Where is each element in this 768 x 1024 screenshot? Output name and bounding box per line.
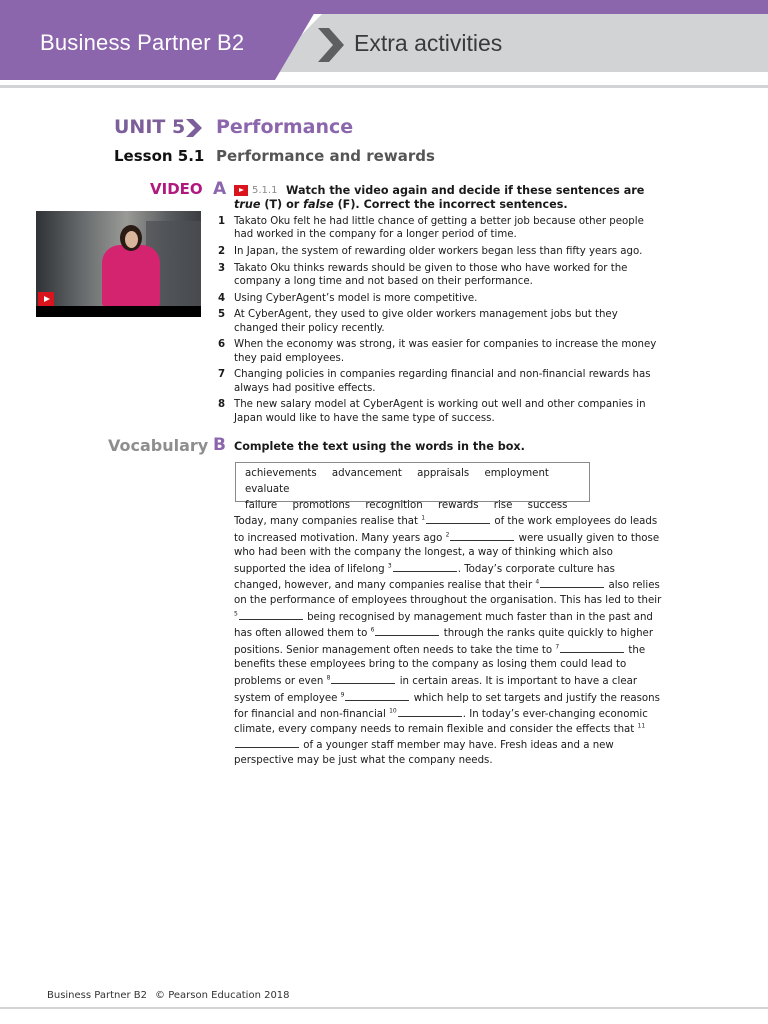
footer-divider <box>0 1007 768 1009</box>
unit-title: Performance <box>216 116 354 138</box>
footer-brand: Business Partner B2 <box>47 990 148 1001</box>
page-footer <box>47 990 298 1001</box>
list-item: 3 Takato Oku thinks rewards should be given to those who have worked for the company a long time and not based on their performance. <box>218 262 628 287</box>
gap-blank[interactable] <box>345 690 409 701</box>
gap-blank[interactable] <box>560 642 624 653</box>
play-icon[interactable] <box>38 292 54 306</box>
activity-tag-vocabulary: Vocabulary <box>108 436 209 455</box>
chevron-right-icon <box>318 28 344 62</box>
list-item: 4 Using CyberAgent’s model is more competitive. <box>218 292 478 304</box>
word-item: rise <box>493 500 513 511</box>
word-item: recognition <box>365 500 423 511</box>
word-item: rewards <box>437 500 479 511</box>
word-item: appraisals <box>417 468 470 479</box>
gap-blank[interactable] <box>426 513 490 524</box>
section-title: Extra activities <box>354 30 503 56</box>
list-item: 6 When the economy was strong, it was easier for companies to increase the money they paid employees. <box>218 339 657 364</box>
brand-title: Business Partner B2 <box>40 30 245 55</box>
video-code: 5.1.1 <box>252 185 278 196</box>
list-item: 5 At CyberAgent, they used to give older workers management jobs but they changed their policy recently. <box>218 309 618 334</box>
sentence-list <box>218 215 658 428</box>
activity-a-instruction: Watch the video again and decide if these sentences are true (T) or false (F). Correct the incorrect sentences. <box>234 184 645 211</box>
word-item: promotions <box>292 500 351 511</box>
word-item: evaluate <box>245 484 290 495</box>
gap-blank[interactable] <box>235 737 299 748</box>
list-item: 2 In Japan, the system of rewarding older workers began less than fifty years ago. <box>218 246 643 257</box>
lesson-label: Lesson 5.1 <box>114 147 205 165</box>
chevron-right-icon <box>186 119 202 137</box>
gap-fill-passage: Today, many companies realise that $^1$ of the work employees do leads to increased motivation. Many years ago $^2$ were usually given to those who had been with the company the longest, a way of thinking which also supported the idea of lifelong $^3$ . Today’s corporate culture has changed, however, and many companies realise that their $^4$ also relies on the performance of employees throughout the organisation. This has led to their $^5$ being recognised by management much faster than in the past and has often allowed them to $^6$ through the ranks quite quickly to higher positions. Senior management often needs to take the time to $^7$ the benefits these employees bring to the company as losing them could lead to problems or even $^8$ in certain areas. It is important to have a clear system of employee $^9$ which help to set targets and justify the reasons for financial and non-financial $^{10}$ . In today’s ever-changing economic climate, every company needs to remain flexible and consider the effects that $^{11}$ of a younger staff member may have. Fresh ideas and a new perspective may be just what the company needs. <box>234 514 662 766</box>
activity-tag-video: VIDEO <box>150 180 203 198</box>
word-item: failure <box>245 500 278 511</box>
list-item: 1 Takato Oku felt he had little chance of getting a better job because other people had worked in the company for a longer period of time. <box>218 216 644 241</box>
activity-letter-b: B <box>213 435 226 455</box>
word-box-row <box>245 466 580 498</box>
footer-copyright: © Pearson Education 2018 <box>155 990 290 1001</box>
gap-blank[interactable] <box>393 561 457 572</box>
gap-blank[interactable] <box>540 577 604 588</box>
gap-blank[interactable] <box>450 530 514 541</box>
gap-blank[interactable] <box>398 706 462 717</box>
gap-blank[interactable] <box>331 673 395 684</box>
list-item: 8 The new salary model at CyberAgent is working out well and other companies in Japan would like to have the same type of success. <box>218 399 646 424</box>
list-item: 7 Changing policies in companies regarding financial and non-financial rewards has always had positive effects. <box>218 369 651 394</box>
word-item: achievements <box>245 468 317 479</box>
word-item: employment <box>484 468 549 479</box>
activity-letter-a: A <box>213 179 227 199</box>
gap-blank[interactable] <box>375 625 439 636</box>
lesson-title: Performance and rewards <box>216 147 435 165</box>
word-item: advancement <box>331 468 402 479</box>
word-box-row <box>245 498 580 514</box>
activity-b-instruction: Complete the text using the words in the box. <box>234 440 525 453</box>
header-divider <box>0 85 768 88</box>
gap-blank[interactable] <box>239 609 303 620</box>
word-item: success <box>527 500 568 511</box>
word-box <box>235 462 590 511</box>
unit-label: UNIT 5 <box>114 116 186 138</box>
video-thumbnail[interactable] <box>36 211 201 317</box>
